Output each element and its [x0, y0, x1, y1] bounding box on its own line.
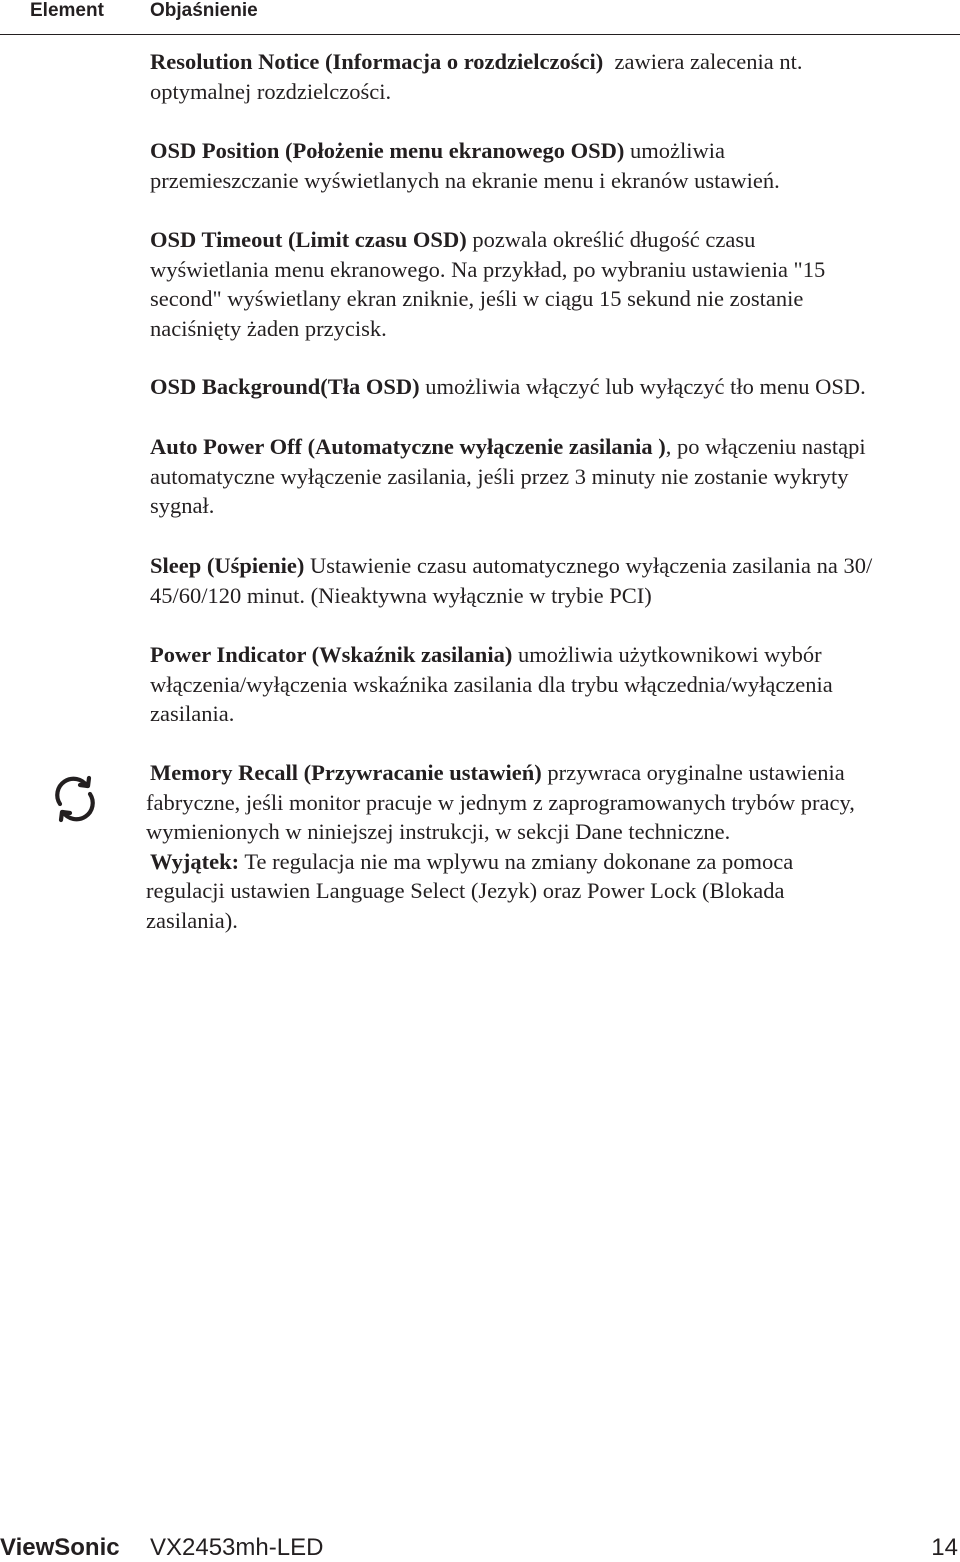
item-term: Resolution Notice (Informacja o rozdzielczości): [150, 49, 604, 74]
page-footer: [0, 1534, 960, 1562]
item-term: OSD Timeout (Limit czasu OSD): [150, 227, 467, 252]
item-term: OSD Position (Położenie menu ekranowego OSD): [150, 138, 625, 163]
item-term: OSD Background(Tła OSD): [150, 374, 420, 399]
item-osd-timeout: OSD Timeout (Limit czasu OSD) pozwala określić długość czasu wyświetlania menu ekranowego. Na przykład, po wybraniu ustawienia "15 second" wyświetlany ekran zniknie, jeśli w ciągu 15 sekund nie zostanie naciśnięty żaden przycisk.: [150, 227, 826, 341]
item-term: Auto Power Off (Automatyczne wyłączenie zasilania ): [150, 434, 666, 459]
footer-brand: ViewSonic: [0, 1534, 120, 1561]
column-header-description: Objaśnienie: [150, 0, 258, 21]
item-term: Power Indicator (Wskaźnik zasilania): [150, 642, 513, 667]
item-resolution-notice: Resolution Notice (Informacja o rozdzielczości) zawiera zalecenia nt. optymalnej rozdzielczości.: [150, 49, 803, 104]
page-number: 14: [931, 1534, 958, 1561]
item-sleep: Sleep (Uśpienie) Ustawienie czasu automatycznego wyłączenia zasilania na 30/ 45/60/120 minut. (Nieaktywna wyłącznie w trybie PCI): [150, 553, 873, 608]
item-memory-recall: Memory Recall (Przywracanie ustawień) przywraca oryginalne ustawienia fabryczne, jeśli monitor pracuje w jednym z zaprogramowanych trybów pracy, wymienionych w niniejszej instrukcji, w sekcji Dane techniczne. Wyjątek: Te regulacja nie ma wplywu na zmiany dokonane za pomoca regulacji ustawien Language Select (Jezyk) oraz Power Lock (Blokada zasilania).: [146, 760, 855, 933]
footer-model: VX2453mh-LED: [150, 1534, 324, 1561]
item-auto-power-off: Auto Power Off (Automatyczne wyłączenie zasilania ), po włączeniu nastąpi automatyczne wyłączenie zasilania, jeśli przez 3 minuty nie zostanie wykryty sygnał.: [150, 434, 866, 518]
table-header: [0, 0, 960, 35]
item-term: Memory Recall (Przywracanie ustawień): [150, 760, 542, 785]
item-osd-position: OSD Position (Położenie menu ekranowego OSD) umożliwia przemieszczanie wyświetlanych na ekranie menu i ekranów ustawień.: [150, 138, 780, 193]
item-power-indicator: Power Indicator (Wskaźnik zasilania) umożliwia użytkownikowi wybór włączenia/wyłączenia wskaźnika zasilania dla trybu włączednia/wyłączenia zasilania.: [150, 642, 833, 726]
exception-term: Wyjątek:: [150, 848, 240, 874]
memory-recall-icon: [50, 774, 100, 824]
item-osd-background: OSD Background(Tła OSD) umożliwia włączyć lub wyłączyć tło menu OSD.: [150, 374, 866, 399]
column-header-element: Element: [30, 0, 104, 21]
item-term: Sleep (Uśpienie): [150, 553, 305, 578]
